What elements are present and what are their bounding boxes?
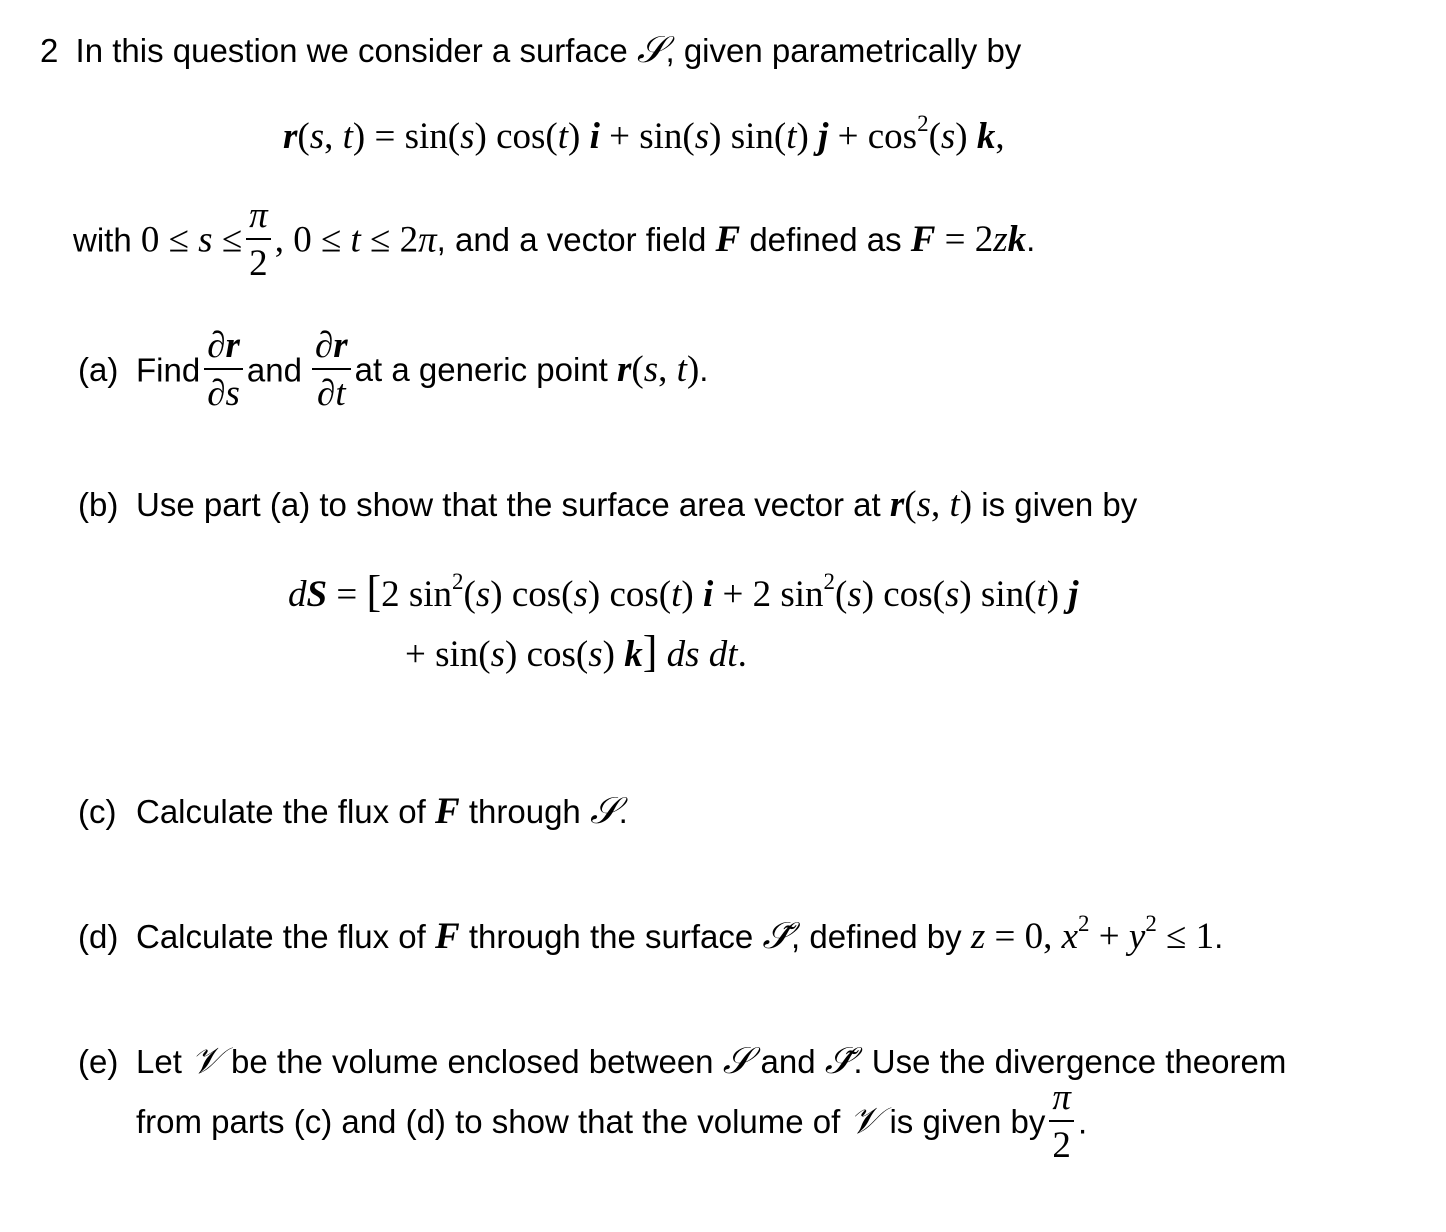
- part-d: (d) Calculate the flux of F through the surface 𝒮̃, defined by z = 0, $x^2 + y^2 \le 1$.: [78, 910, 1224, 957]
- part-e-line1: (e) Let 𝒱 be the volume enclosed between 𝒮 and 𝒮̃. Use the divergence theorem: [78, 1041, 1287, 1082]
- parametrization-equation: r(s, t) = sin(s) cos(t) i + sin(s) sin(t) $j + \cos^2(s)$ k,: [283, 110, 1005, 157]
- question-number: 2: [40, 32, 59, 69]
- part-a: (a) Find $\frac{\partial r}{\partial s}$ and $\frac{\partial r}{\partial t}$ at a generic point r(s, t).: [78, 325, 709, 414]
- domain-text: with 0 ≤ s ≤ $\frac{\pi}{2}$ , 0 ≤ t ≤ 2π, and a vector field F defined as F = 2zk.: [73, 195, 1036, 284]
- part-b-label: (b): [78, 486, 119, 523]
- part-c: (c) Calculate the flux of F through 𝒮.: [78, 791, 628, 832]
- part-d-label: (d): [78, 918, 119, 955]
- part-c-label: (c): [78, 793, 117, 830]
- part-e-label: (e): [78, 1043, 119, 1080]
- surface-area-equation-line1: dS = [2 $\sin^2(s)$ cos(s) cos(t) i + 2 $\sin^2(s)$ cos(s) sin(t) j: [288, 567, 1079, 616]
- surface-area-equation-line2: + sin(s) cos(s) k] ds dt.: [405, 627, 747, 676]
- part-a-label: (a): [78, 351, 119, 389]
- part-b: (b) Use part (a) to show that the surface area vector at r(s, t) is given by: [78, 484, 1138, 525]
- part-e-line2: from parts (c) and (d) to show that the volume of 𝒱 is given by $\frac{\pi}{2}$ .: [136, 1077, 1088, 1166]
- question-intro: 2 In this question we consider a surface 𝒮, given parametrically by: [40, 30, 1022, 71]
